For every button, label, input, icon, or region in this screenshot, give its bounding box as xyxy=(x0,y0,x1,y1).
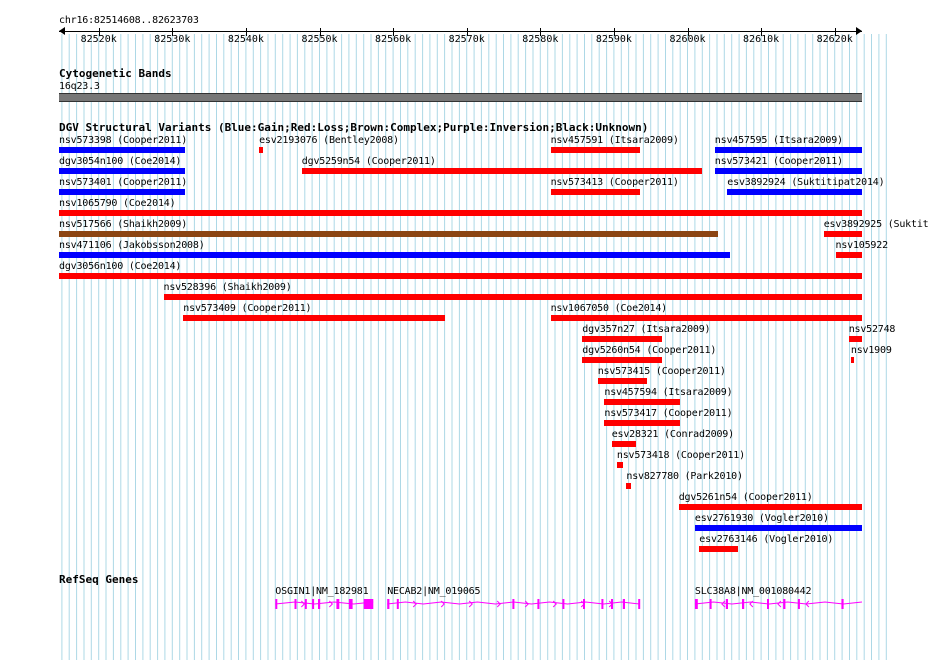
gene-exon xyxy=(512,599,514,609)
variant-label: nsv573421 (Cooper2011) xyxy=(714,156,843,167)
variant-label: esv3892924 (Suktitipat2014) xyxy=(727,177,885,188)
strand-arrow-icon xyxy=(722,601,725,607)
ruler-tick-label: 82550k xyxy=(301,34,338,45)
variant-label: nsv517566 (Shaikh2009) xyxy=(59,219,188,230)
variant-label: nsv1909 xyxy=(850,345,892,356)
gene-exon xyxy=(783,599,785,609)
gene-exon xyxy=(537,599,539,609)
gene-exon xyxy=(312,599,314,609)
gene-exon xyxy=(364,599,374,609)
gene-exon xyxy=(638,599,640,609)
ruler-tick-label: 82620k xyxy=(816,34,853,45)
variant-label: nsv457595 (Itsara2009) xyxy=(714,135,843,146)
variant-label: esv28321 (Conrad2009) xyxy=(611,429,734,440)
gene-label: SLC38A8|NM_001080442 xyxy=(694,586,812,597)
ruler-tick-label: 82530k xyxy=(154,34,191,45)
variant-label: nsv52748 xyxy=(848,324,896,335)
gene-intron-line xyxy=(275,602,373,604)
strand-arrow-icon xyxy=(413,601,416,607)
gene-exon xyxy=(726,599,728,609)
gene-exon xyxy=(336,599,339,609)
variant-label: dgv3056n100 (Coe2014) xyxy=(59,261,182,272)
variant-label: dgv5259n54 (Cooper2011) xyxy=(301,156,436,167)
ruler-region-label: chr16:82514608..82623703 xyxy=(59,15,199,26)
refseq-track-title: RefSeq Genes xyxy=(59,573,139,586)
dgv-track-title: DGV Structural Variants (Blue:Gain;Red:Loss;Brown:Complex;Purple:Inversion;Black:Unknown) xyxy=(59,121,649,134)
gene-exon xyxy=(275,599,277,609)
variant-label: dgv5260n54 (Cooper2011) xyxy=(582,345,717,356)
variant-label: nsv573401 (Cooper2011) xyxy=(59,177,188,188)
ruler-tick-label: 82610k xyxy=(743,34,780,45)
gene-exon xyxy=(798,599,800,609)
variant-label: nsv573413 (Cooper2011) xyxy=(550,177,679,188)
variant-label: esv2761930 (Vogler2010) xyxy=(694,513,829,524)
variant-label: esv2193076 (Bentley2008) xyxy=(259,135,399,146)
gene-exon xyxy=(397,599,399,609)
variant-label: nsv457591 (Itsara2009) xyxy=(550,135,679,146)
gene-exon xyxy=(695,599,698,609)
ruler-tick-label: 82590k xyxy=(595,34,632,45)
cytoband-label: 16q23.3 xyxy=(59,81,100,92)
ruler-tick-label: 82570k xyxy=(448,34,485,45)
variant-label: nsv573398 (Cooper2011) xyxy=(59,135,188,146)
gene-exon xyxy=(841,599,843,609)
variant-label: esv2763146 (Vogler2010) xyxy=(699,534,834,545)
variant-label: nsv573418 (Cooper2011) xyxy=(616,450,745,461)
gene-exon xyxy=(601,599,603,609)
variant-label: esv3892925 (Suktit xyxy=(823,219,928,230)
gene-exon xyxy=(623,599,625,609)
gene-exon xyxy=(295,599,297,609)
variant-label: nsv1067050 (Coe2014) xyxy=(550,303,668,314)
gene-exon xyxy=(349,599,353,609)
gene-label: OSGIN1|NM_182981 xyxy=(275,586,369,597)
strand-arrow-icon xyxy=(469,601,472,607)
gene-exon xyxy=(742,599,744,609)
ruler-tick-label: 82600k xyxy=(669,34,706,45)
strand-arrow-icon xyxy=(525,601,528,607)
strand-arrow-icon xyxy=(778,601,781,607)
gene-exon xyxy=(562,599,564,609)
variant-label: nsv573417 (Cooper2011) xyxy=(604,408,733,419)
gene-exon xyxy=(387,599,389,609)
ruler-tick-label: 82560k xyxy=(375,34,412,45)
variant-label: dgv5261n54 (Cooper2011) xyxy=(678,492,813,503)
variant-label: nsv1065790 (Coe2014) xyxy=(59,198,176,209)
gene-exon xyxy=(710,599,712,609)
variant-label: dgv357n27 (Itsara2009) xyxy=(582,324,711,335)
strand-arrow-icon xyxy=(553,601,556,607)
gene-exon xyxy=(305,599,307,609)
cytobands-track-title: Cytogenetic Bands xyxy=(59,67,172,80)
variant-label: nsv471106 (Jakobsson2008) xyxy=(59,240,205,251)
variant-label: nsv105922 xyxy=(835,240,888,251)
ruler-tick-label: 82540k xyxy=(227,34,264,45)
variant-label: nsv573409 (Cooper2011) xyxy=(183,303,312,314)
variant-label: nsv457594 (Itsara2009) xyxy=(604,387,733,398)
variant-label: dgv3054n100 (Coe2014) xyxy=(59,156,182,167)
ruler-tick-label: 82580k xyxy=(522,34,559,45)
variant-label: nsv573415 (Cooper2011) xyxy=(597,366,726,377)
variant-label: nsv827780 (Park2010) xyxy=(626,471,743,482)
strand-arrow-icon xyxy=(301,601,304,607)
gene-label: NECAB2|NM_019065 xyxy=(387,586,481,597)
ruler-tick-label: 82520k xyxy=(80,34,117,45)
gene-exon xyxy=(767,599,769,609)
gene-exon xyxy=(318,599,320,609)
variant-label: nsv528396 (Shaikh2009) xyxy=(163,282,292,293)
